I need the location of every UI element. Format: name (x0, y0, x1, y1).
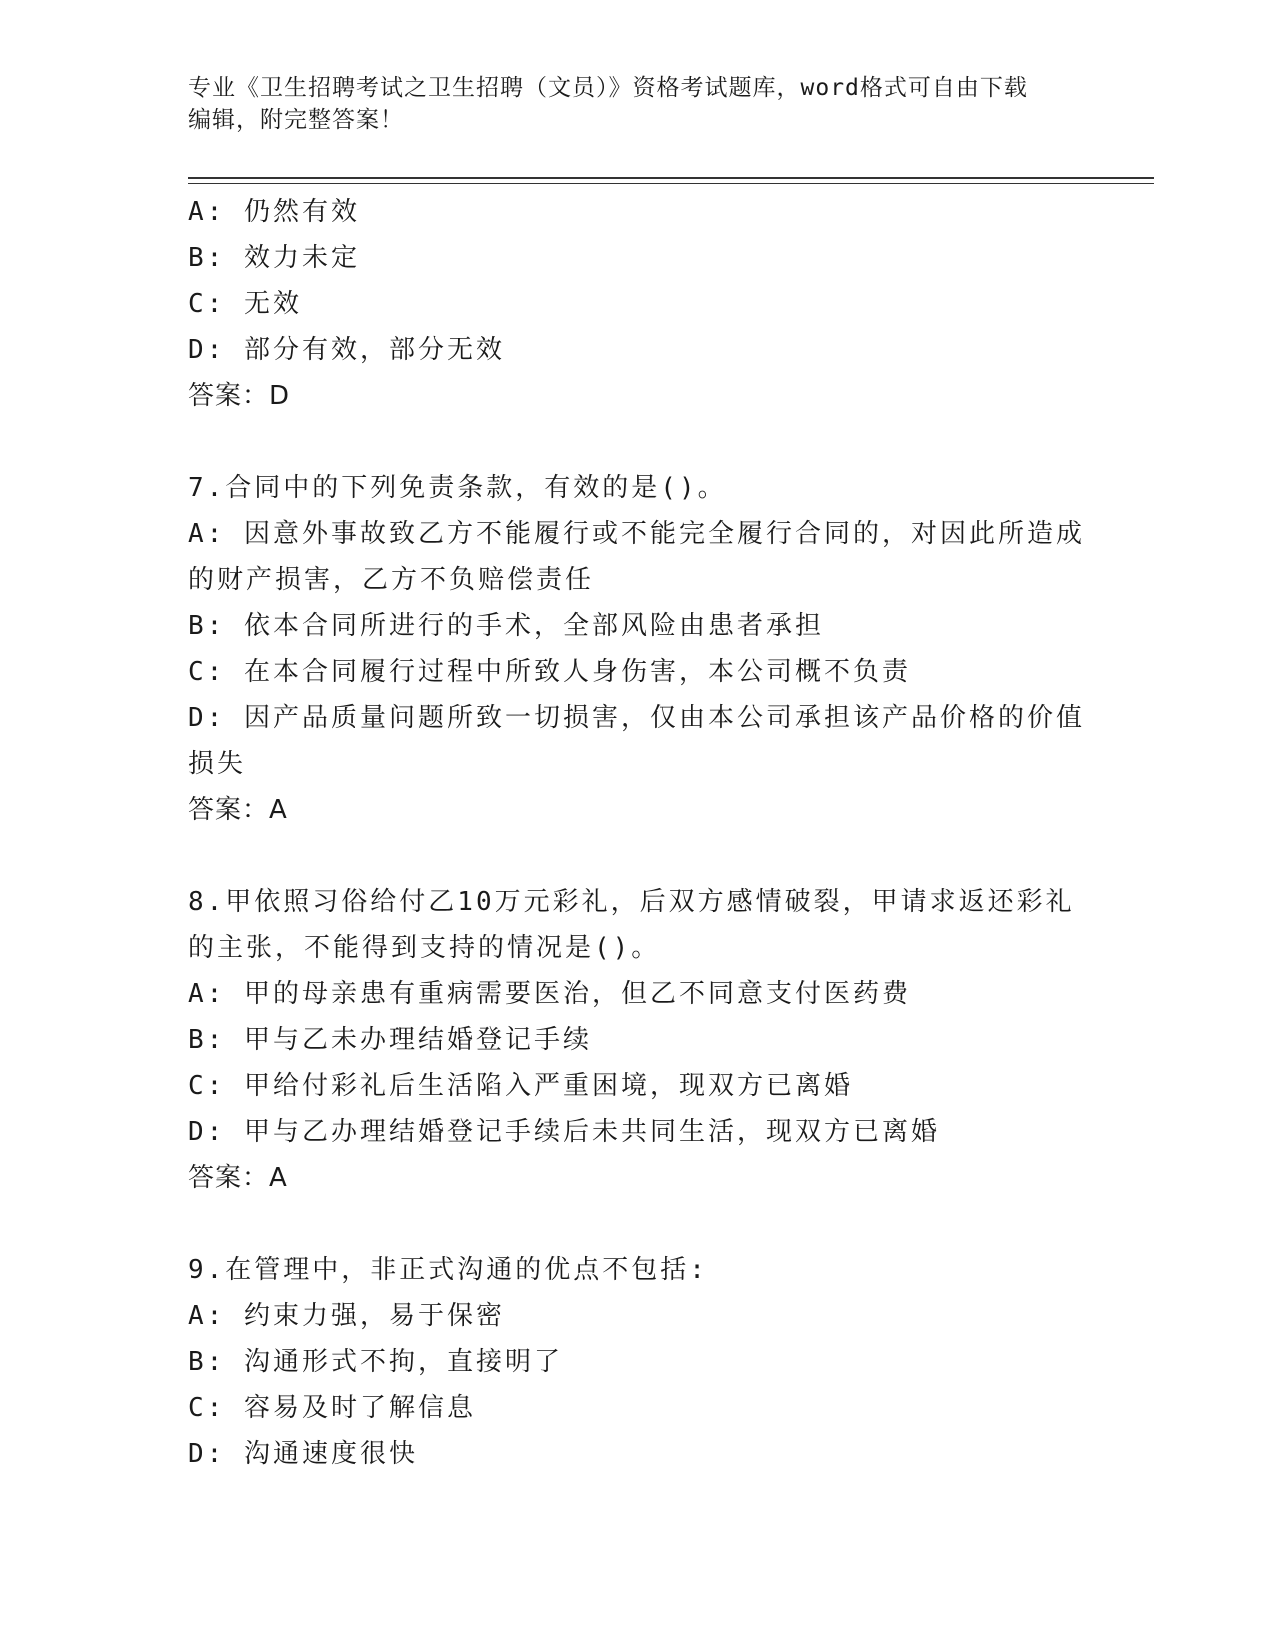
answer-line: 答案：A (188, 1163, 288, 1193)
answer-line: 答案：D (188, 381, 291, 411)
header-rule-thin (188, 183, 1154, 184)
option-b: B: 效力未定 (188, 243, 360, 273)
option-c: C: 无效 (188, 289, 302, 319)
option-a: A: 约束力强，易于保密 (188, 1301, 505, 1331)
question-7 (188, 465, 1088, 833)
option-c: C: 容易及时了解信息 (188, 1393, 476, 1423)
spacer (188, 833, 1088, 879)
option-d: D: 部分有效，部分无效 (188, 335, 505, 365)
spacer (188, 419, 1088, 465)
answer-line: 答案：A (188, 795, 288, 825)
option-b: B: 沟通形式不拘，直接明了 (188, 1347, 563, 1377)
option-d: D: 甲与乙办理结婚登记手续后未共同生活，现双方已离婚 (188, 1117, 940, 1147)
option-a: A: 仍然有效 (188, 197, 360, 227)
option-d-continued: 损失 (188, 749, 247, 779)
option-c: C: 甲给付彩礼后生活陷入严重困境，现双方已离婚 (188, 1071, 853, 1101)
header-line-1: 专业《卫生招聘考试之卫生招聘（文员）》资格考试题库，word格式可自由下载 (188, 75, 1028, 101)
question-stem: 7.合同中的下列免责条款，有效的是()。 (188, 473, 727, 503)
option-b: B: 依本合同所进行的手术，全部风险由患者承担 (188, 611, 824, 641)
option-b: B: 甲与乙未办理结婚登记手续 (188, 1025, 592, 1055)
question-stem-continued: 的主张，不能得到支持的情况是()。 (188, 933, 661, 963)
option-c: C: 在本合同履行过程中所致人身伤害，本公司概不负责 (188, 657, 911, 687)
option-a: A: 因意外事故致乙方不能履行或不能完全履行合同的，对因此所造成 (188, 519, 1085, 549)
question-stem: 9.在管理中，非正式沟通的优点不包括: (188, 1255, 708, 1285)
question-8 (188, 879, 1088, 1201)
option-a: A: 甲的母亲患有重病需要医治，但乙不同意支付医药费 (188, 979, 911, 1009)
document-header (188, 72, 1088, 136)
question-6 (188, 189, 1088, 419)
header-line-2: 编辑，附完整答案！ (188, 107, 404, 133)
header-rule-thick (188, 177, 1154, 179)
question-stem: 8.甲依照习俗给付乙10万元彩礼，后双方感情破裂，甲请求返还彩礼 (188, 887, 1075, 917)
option-a-continued: 的财产损害，乙方不负赔偿责任 (188, 565, 595, 595)
question-list (188, 189, 1088, 1477)
option-d: D: 沟通速度很快 (188, 1439, 418, 1469)
spacer (188, 1201, 1088, 1247)
option-d: D: 因产品质量问题所致一切损害，仅由本公司承担该产品价格的价值 (188, 703, 1085, 733)
question-9 (188, 1247, 1088, 1477)
